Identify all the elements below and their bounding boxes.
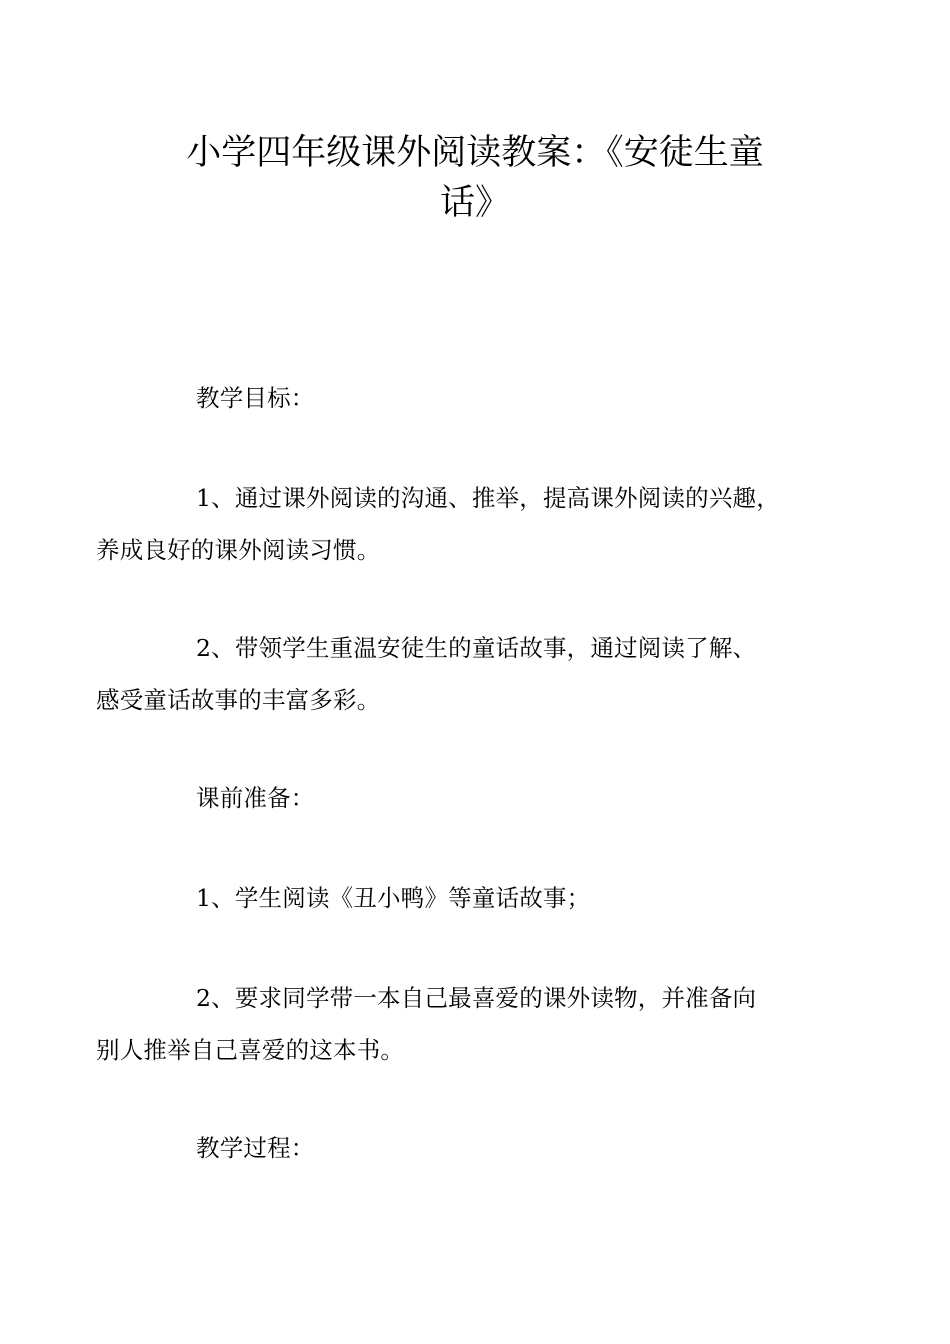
paragraph-line: 养成良好的课外阅读习惯。: [96, 536, 381, 564]
paragraph-line: 课前准备：: [196, 784, 315, 812]
section-heading-preparation: [146, 772, 826, 824]
section-heading-process: [146, 1122, 826, 1174]
title-line-2: 话》: [439, 183, 510, 223]
section-heading-teaching-goals: [146, 372, 826, 424]
paragraph-prep-2: [96, 972, 826, 1076]
paragraph-line: 别人推举自己喜爱的这本书。: [96, 1036, 405, 1064]
paragraph-prep-1: [146, 872, 826, 924]
paragraph-line: 1、学生阅读《丑小鸭》等童话故事；: [196, 884, 591, 912]
paragraph-goal-1: [96, 472, 826, 576]
paragraph-line: 2、要求同学带一本自己最喜爱的课外读物，并准备向: [196, 984, 757, 1012]
document-title: [150, 128, 800, 228]
paragraph-line: 教学目标：: [196, 384, 315, 412]
paragraph-line: 感受童话故事的丰富多彩。: [96, 686, 381, 714]
paragraph-line: 教学过程：: [196, 1134, 315, 1162]
paragraph-line: 2、带领学生重温安徒生的童话故事，通过阅读了解、: [196, 634, 757, 662]
paragraph-goal-2: [96, 622, 826, 726]
paragraph-line: 1、通过课外阅读的沟通、推举，提高课外阅读的兴趣，: [196, 484, 780, 512]
title-line-1: 小学四年级课外阅读教案：《安徒生童: [186, 133, 764, 173]
